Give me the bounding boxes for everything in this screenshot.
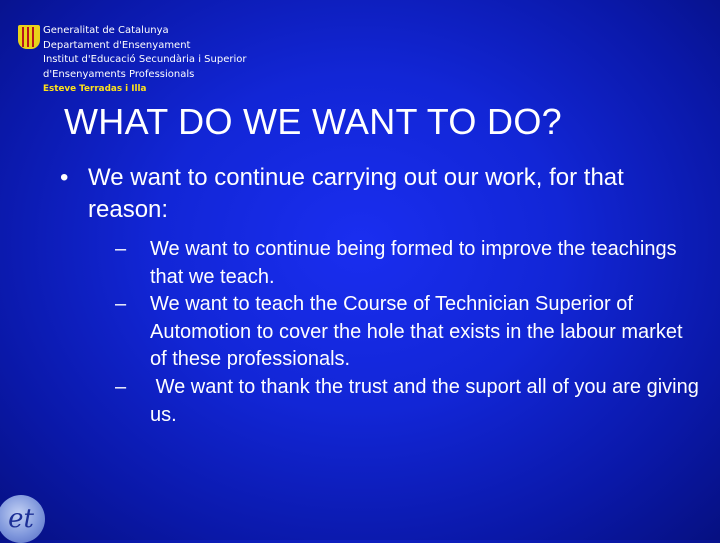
subbullet-item	[115, 374, 705, 429]
subbullet-list	[60, 236, 705, 429]
subbullet-text: We want to continue being formed to improve the teachings that we teach.	[150, 238, 677, 288]
subbullet-text: We want to teach the Course of Technician Superior of Automotion to cover the hole that exists in the labour market of these professionals.	[150, 293, 683, 371]
school-name: Esteve Terradas i Illa	[43, 84, 147, 95]
generalitat-logo-icon	[18, 25, 40, 49]
subbullet-text: We want to thank the trust and the suport all of you are giving us.	[150, 375, 705, 426]
slide-title: WHAT DO WE WANT TO DO?	[64, 101, 562, 142]
header-text	[43, 24, 246, 97]
dash-icon: –	[115, 293, 127, 316]
slide-body	[60, 162, 705, 429]
header	[18, 24, 246, 97]
header-line: Generalitat de Catalunya	[43, 25, 169, 36]
et-logo-text: et	[8, 504, 34, 534]
subbullet-item	[115, 291, 700, 374]
et-logo-icon	[0, 495, 45, 543]
header-line: d'Ensenyaments Professionals	[43, 68, 195, 80]
dash-icon: –	[115, 238, 127, 260]
dash-icon: –	[115, 375, 127, 398]
header-line: Institut d'Educació Secundària i Superior	[43, 54, 247, 66]
header-line: Departament d'Ensenyament	[43, 39, 191, 51]
bullet-icon: •	[60, 164, 69, 191]
subbullet-item	[115, 236, 700, 291]
bullet-text: We want to continue carrying out our work, for that reason:	[88, 164, 624, 223]
bullet-item	[60, 162, 700, 226]
